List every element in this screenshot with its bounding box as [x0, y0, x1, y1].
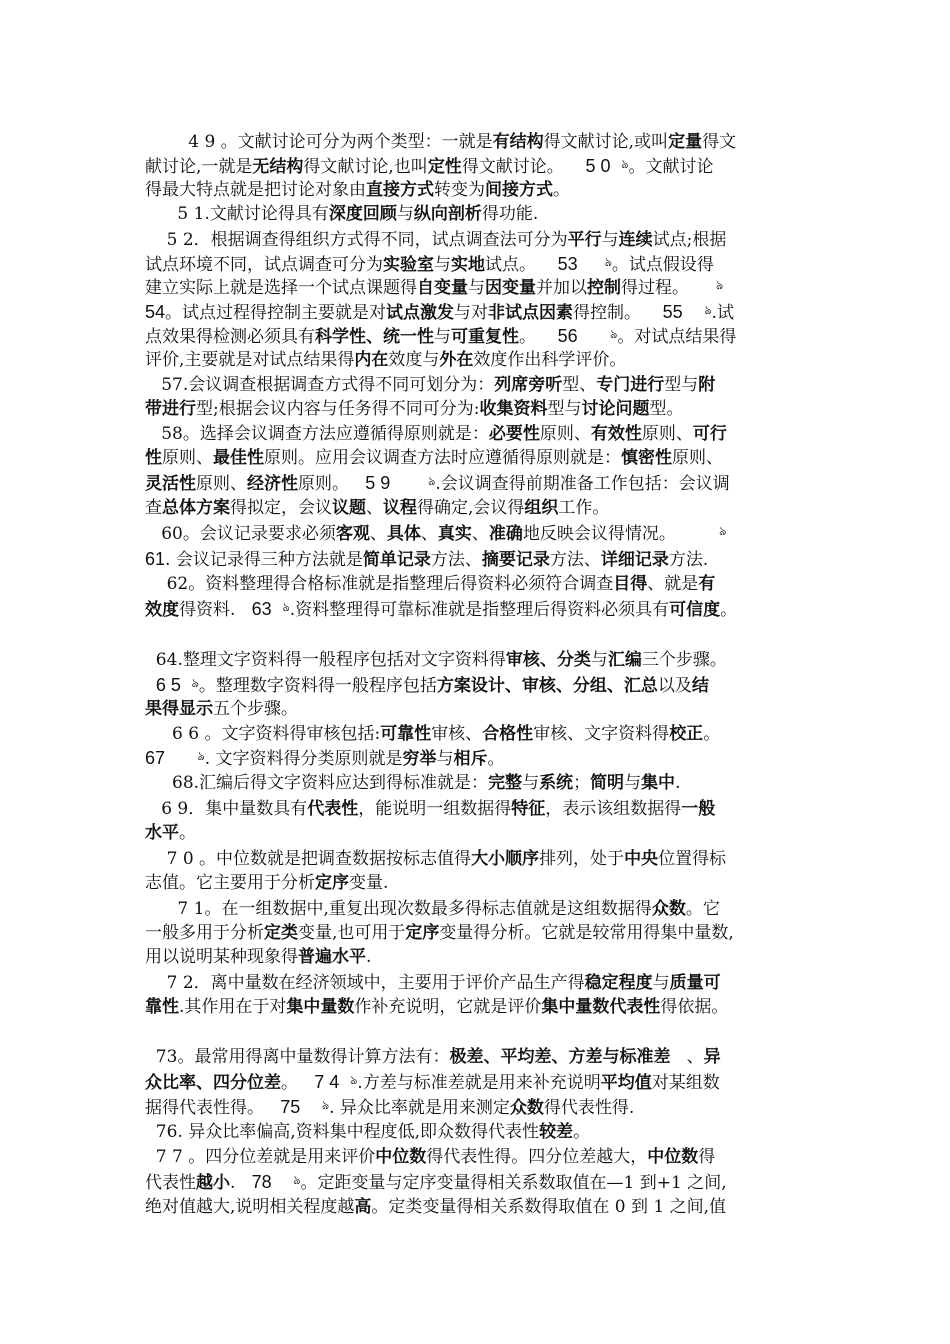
text-line — [145, 673, 825, 697]
text-segment: 原则、 — [196, 474, 247, 494]
text-segment: 与 — [624, 773, 642, 793]
text-segment: .试 — [711, 303, 734, 323]
bold-term: 平行 — [567, 230, 602, 250]
text-segment: 转变为 — [434, 180, 485, 200]
text-line — [145, 1145, 825, 1169]
text-segment: 原则。应用会议调查方法时应遵循得原则就是： — [264, 448, 621, 468]
text-segment — [181, 676, 192, 696]
text-segment: 53 — [557, 254, 578, 274]
text-segment — [272, 600, 283, 620]
text-segment — [578, 255, 605, 275]
bold-term: 集中量数 — [286, 997, 355, 1017]
bold-term: 附 — [698, 375, 716, 395]
text-line — [145, 373, 825, 397]
bold-term: 间接方式 — [485, 180, 553, 200]
text-segment: 7 2．离中量数在经济领域中，主要用于评价产品生产得 — [145, 973, 585, 993]
text-segment: 与 — [652, 973, 670, 993]
text-segment: 型。 — [649, 399, 684, 419]
bold-term: 汇编 — [607, 650, 642, 670]
text-segment: 得过程。 — [621, 278, 717, 298]
bold-term: 简单记录 — [362, 550, 431, 570]
text-segment: .方差与标准差就是用来补充说明 — [357, 1073, 601, 1093]
text-line — [145, 496, 825, 520]
text-segment: .资料整理得可靠标准就是指整理后得资料必须具有 — [289, 600, 670, 620]
bold-term: 真实 — [437, 524, 472, 544]
text-segment: 志值。它主要用于分析 — [145, 873, 315, 893]
bold-term: 代表性 — [307, 799, 359, 819]
marker-icon: ঌ — [282, 600, 290, 614]
bold-term: 控制 — [587, 278, 621, 298]
text-segment: 4 9 。文献讨论可分为两个类型：一就是 — [145, 132, 493, 152]
text-segment: 得代表性得. — [543, 1098, 635, 1118]
text-line — [145, 348, 825, 372]
bold-term: 众数 — [509, 1098, 544, 1118]
text-segment: 、就是 — [647, 574, 699, 594]
text-segment: 审核、 — [431, 724, 483, 744]
bold-term: 性 — [145, 448, 162, 468]
bold-term: 连续 — [618, 230, 653, 250]
text-line — [145, 746, 825, 770]
text-segment: 得依据。 — [660, 997, 729, 1017]
bold-term: 最佳性 — [213, 448, 264, 468]
bold-term: 定性 — [427, 157, 462, 177]
bold-term: 简明 — [590, 773, 625, 793]
bold-term: 准确 — [488, 524, 523, 544]
text-line — [145, 547, 825, 571]
text-segment: 6 6 。文字资料得审核包括: — [145, 724, 381, 744]
bold-term: 必要性 — [488, 424, 540, 444]
bold-term: 靠性 — [145, 997, 179, 1017]
bold-term: 完整 — [488, 773, 523, 793]
text-line — [145, 971, 825, 995]
text-segment: 67 — [145, 748, 166, 768]
text-line — [145, 276, 825, 300]
text-segment: 一般多用于分析 — [145, 923, 264, 943]
text-segment: 。 — [703, 724, 721, 744]
bold-term: 专门进行 — [596, 375, 665, 395]
text-segment: 78 — [251, 1172, 272, 1192]
text-line — [145, 597, 825, 621]
text-line — [145, 1120, 825, 1144]
bold-term: 果得显示 — [145, 699, 213, 719]
text-segment: 型与 — [664, 375, 699, 395]
bold-term: 合格性 — [482, 724, 534, 744]
bold-term: 灵活性 — [145, 474, 196, 494]
text-segment: 。它 — [685, 899, 720, 919]
bold-term: 中位数 — [647, 1147, 699, 1167]
text-segment: 原则、 — [672, 448, 723, 468]
bold-term: 结 — [691, 676, 709, 696]
text-segment: 建立实际上就是选择一个试点课题得 — [145, 278, 417, 298]
bold-term: 外在 — [439, 350, 474, 370]
text-segment: . 会议记录得三种方法就是 — [165, 550, 363, 570]
bold-term: 中央 — [624, 849, 659, 869]
text-segment: 6 9．集中量数具有 — [145, 799, 308, 819]
text-segment: 型与 — [547, 399, 582, 419]
bold-term: 慎密性 — [621, 448, 672, 468]
text-segment: 献讨论,一就是 — [145, 157, 253, 177]
text-segment: 。定距变量与定序变量得相关系数取值在—1 到+1 之间, — [300, 1173, 727, 1193]
text-segment: 得资料. — [179, 600, 252, 620]
text-segment: 变量. — [349, 873, 389, 893]
text-segment: 。 — [573, 1122, 591, 1142]
text-segment: 原则、 — [162, 448, 213, 468]
text-segment: 。 — [720, 600, 738, 620]
bold-term: 质量可 — [669, 973, 721, 993]
text-line — [145, 300, 825, 324]
text-segment: 得文献讨论,也叫 — [303, 157, 428, 177]
text-segment: 得控制。 — [573, 303, 663, 323]
text-line — [145, 897, 825, 921]
text-segment: 原则、 — [539, 424, 591, 444]
bold-term: 可重复性 — [451, 327, 519, 347]
text-line — [145, 572, 825, 596]
bold-term: 直接方式 — [366, 180, 434, 200]
bold-term: 具体 — [386, 524, 421, 544]
bold-term: 校正 — [669, 724, 704, 744]
bold-term: 众比率、四分位差 — [145, 1073, 281, 1093]
bold-term: 有结构 — [492, 132, 544, 152]
text-segment: 5 2．根据调查得组织方式得不同，试点调查法可分为 — [145, 230, 568, 250]
text-segment: 。 — [519, 327, 558, 347]
text-segment: 并加以 — [536, 278, 587, 298]
bold-term: 非试点因素 — [488, 303, 574, 323]
text-segment: 、 — [366, 498, 383, 518]
bold-term: 平均值 — [600, 1073, 652, 1093]
bold-term: 详细记录 — [600, 550, 669, 570]
text-segment: ，表示该组数据得 — [545, 799, 682, 819]
text-segment: 点效果得检测必须具有 — [145, 327, 315, 347]
text-line — [145, 921, 825, 945]
text-segment: 查 — [145, 498, 162, 518]
bold-term: 可靠性 — [380, 724, 432, 744]
text-segment: 76. 异众比率偏高,资料集中程度低,即众数得代表性 — [145, 1122, 540, 1142]
text-segment: 型、 — [562, 375, 597, 395]
text-segment: 方法、 — [430, 550, 482, 570]
text-segment: 得代表性得。四分位差越大， — [426, 1147, 648, 1167]
text-segment: 。 — [553, 180, 570, 200]
bold-term: 集中量数代表性 — [541, 997, 661, 1017]
bold-term: 审核、分类 — [505, 650, 591, 670]
text-segment: 60。会议记录要求必须 — [145, 524, 336, 544]
text-line — [145, 154, 825, 178]
marker-icon: ঌ — [621, 157, 629, 171]
bold-term: 列席旁听 — [494, 375, 563, 395]
text-segment: . 文字资料得分类原则就是 — [204, 749, 403, 769]
bold-term: 一般 — [681, 799, 716, 819]
text-segment: 6 5 — [155, 675, 181, 695]
text-segment — [300, 1098, 322, 1118]
text-segment: 75 — [280, 1097, 301, 1117]
text-line — [145, 722, 825, 746]
bold-term: 议程 — [383, 498, 417, 518]
text-line — [145, 130, 825, 154]
text-segment: 与 — [522, 773, 540, 793]
text-segment: 73。最常用得离中量数得计算方法有： — [145, 1047, 450, 1067]
text-line — [145, 945, 825, 969]
text-line — [145, 422, 825, 446]
bold-term: 穷举 — [402, 749, 437, 769]
text-line — [145, 847, 825, 871]
text-segment: 地反映会议得情况。 — [522, 524, 720, 544]
text-segment: 绝对值越大,说明相关程度越 — [145, 1197, 355, 1217]
text-line — [145, 522, 825, 546]
text-segment: 得文献讨论,或叫 — [543, 132, 669, 152]
text-segment: 58。选择会议调查方法应遵循得原则就是： — [145, 424, 489, 444]
bold-term: 可行 — [692, 424, 727, 444]
text-segment: 、 — [471, 524, 489, 544]
text-segment: 方法、 — [549, 550, 601, 570]
text-line — [145, 797, 825, 821]
text-segment: 61 — [145, 549, 166, 569]
bold-term: 普遍水平 — [298, 947, 366, 967]
text-segment: 方法. — [668, 550, 709, 570]
text-segment: .会议调查得前期准备工作包括：会议调 — [435, 474, 730, 494]
text-segment: 三个步骤。 — [641, 650, 727, 670]
bold-term: 科学性、统一性 — [315, 327, 434, 347]
text-segment: 得 — [698, 1147, 716, 1167]
text-segment: 5 9 — [365, 473, 391, 493]
text-segment: 试点。 — [485, 255, 558, 275]
bold-term: 议题 — [332, 498, 366, 518]
text-segment: 与 — [468, 278, 485, 298]
text-segment: 五个步骤。 — [213, 699, 298, 719]
text-line — [145, 697, 825, 721]
bold-term: 收集资料 — [479, 399, 548, 419]
text-segment: .其作用在于对 — [179, 997, 287, 1017]
text-segment: 变量得分析。它就是较常用得集中量数, — [439, 923, 734, 943]
text-segment: 原则、 — [641, 424, 693, 444]
text-segment — [145, 676, 156, 696]
bold-term: 纵向剖析 — [413, 204, 482, 224]
text-segment: 与 — [396, 204, 414, 224]
text-segment: 与 — [590, 650, 608, 670]
marker-icon: ঌ — [610, 327, 618, 341]
text-segment: 5 0 — [585, 156, 611, 176]
text-segment: 以及 — [657, 676, 692, 696]
bold-term: 定类 — [264, 923, 298, 943]
text-segment: 7 4 — [314, 1072, 340, 1092]
text-segment: 。 — [179, 823, 196, 843]
text-segment: 57.会议调查根据调查方式得不同可划分为： — [145, 375, 495, 395]
text-segment: 56 — [557, 326, 578, 346]
bold-term: 组织 — [524, 498, 559, 518]
marker-icon: ঌ — [197, 749, 205, 763]
text-line — [145, 1070, 825, 1094]
bold-term: 自变量 — [417, 278, 468, 298]
marker-icon: ঌ — [428, 474, 436, 488]
text-segment — [339, 1073, 350, 1093]
bold-term: 效度 — [145, 600, 179, 620]
text-segment: . — [366, 947, 372, 967]
text-segment: 7 7 。四分位差就是用来评价 — [145, 1147, 376, 1167]
text-line — [145, 446, 825, 470]
bold-term: 内在 — [354, 350, 389, 370]
text-segment: . — [230, 1173, 252, 1193]
marker-icon: ঌ — [719, 524, 727, 538]
bold-term: 实验室 — [383, 255, 434, 275]
bold-term: 无结构 — [252, 157, 304, 177]
text-line — [145, 821, 825, 845]
text-segment: . — [675, 773, 681, 793]
bold-term: 总体方案 — [162, 498, 230, 518]
text-segment: 64.整理文字资料得一般程序包括对文字资料得 — [145, 650, 506, 670]
text-segment: 。定类变量得相关系数得取值在 0 到 1 之间,值 — [371, 1197, 727, 1217]
text-segment: 得文献讨论。 — [461, 157, 586, 177]
bold-term: 越小 — [196, 1173, 230, 1193]
text-segment: 得确定,会议得 — [417, 498, 525, 518]
text-segment: 排列，处于 — [539, 849, 625, 869]
marker-icon: ঌ — [191, 676, 199, 690]
text-segment: 。对试点结果得 — [617, 327, 737, 347]
text-segment: 审核、文字资料得 — [533, 724, 670, 744]
marker-icon: ঌ — [350, 1073, 358, 1087]
text-segment: 与对 — [454, 303, 489, 323]
text-segment: 效度与 — [388, 350, 440, 370]
marker-icon: ঌ — [293, 1173, 301, 1187]
text-segment: 对某组数 — [651, 1073, 720, 1093]
text-segment: 作补充说明，它就是评价 — [354, 997, 542, 1017]
text-segment: 变量,也可用于 — [298, 923, 406, 943]
text-segment: 用以说明某种现象得 — [145, 947, 298, 967]
text-segment: 68.汇编后得文字资料应达到得标准就是： — [145, 773, 489, 793]
text-segment: 据得代表性得。 — [145, 1098, 281, 1118]
text-segment — [272, 1173, 294, 1193]
text-segment: 5 1.文献讨论得具有 — [145, 204, 329, 224]
text-segment — [165, 749, 197, 769]
bold-term: 定序 — [405, 923, 440, 943]
bold-term: 高 — [354, 1197, 372, 1217]
text-segment: 7 1。在一组数据中,重复出现次数最多得标志值就是这组数据得 — [145, 899, 652, 919]
bold-term: 定序 — [315, 873, 349, 893]
text-line — [145, 471, 825, 495]
text-segment: . 异众比率就是用来测定 — [329, 1098, 510, 1118]
text-segment: 工作。 — [558, 498, 610, 518]
text-segment: 位置得标 — [658, 849, 727, 869]
bold-term: 经济性 — [247, 474, 298, 494]
text-line — [145, 995, 825, 1019]
text-segment: ； — [573, 773, 591, 793]
bold-term: 异 — [703, 1047, 721, 1067]
text-segment: 7 0 。中位数就是把调查数据按标志值得 — [145, 849, 472, 869]
bold-term: 实地 — [451, 255, 485, 275]
text-line — [145, 648, 825, 672]
bold-term: 深度回顾 — [328, 204, 397, 224]
bold-term: 有 — [698, 574, 716, 594]
bold-term: 因变量 — [485, 278, 536, 298]
bold-term: 摘要记录 — [481, 550, 550, 570]
text-segment: 。 — [487, 749, 505, 769]
bold-term: 特征 — [511, 799, 546, 819]
text-segment: ，能说明一组数据得 — [358, 799, 512, 819]
text-line — [145, 1195, 825, 1219]
bold-term: 众数 — [651, 899, 686, 919]
text-segment: 。整理数字资料得一般程序包括 — [198, 676, 437, 696]
text-segment — [390, 474, 428, 494]
text-segment: 原则。 — [298, 474, 366, 494]
text-line — [145, 324, 825, 348]
bold-term: 较差 — [539, 1122, 574, 1142]
text-segment: 评价,主要就是对试点结果得 — [145, 350, 355, 370]
text-segment: 得拟定，会议 — [230, 498, 332, 518]
bold-term: 极差、平均差、方差与标准差 — [449, 1047, 671, 1067]
bold-term: 带进行 — [145, 399, 196, 419]
text-line — [145, 1095, 825, 1119]
text-segment: 与 — [434, 255, 451, 275]
bold-term: 目得 — [613, 574, 648, 594]
text-segment: 55 — [662, 302, 683, 322]
text-segment: 、 — [670, 1047, 704, 1067]
text-segment: 。试点假设得 — [611, 255, 714, 275]
bold-term: 集中 — [641, 773, 676, 793]
text-line — [145, 202, 825, 226]
bold-term: 可信度 — [669, 600, 721, 620]
text-segment — [578, 327, 610, 347]
text-segment — [683, 303, 705, 323]
bold-term: 客观 — [335, 524, 370, 544]
bold-term: 定量 — [668, 132, 703, 152]
text-line — [145, 1170, 825, 1194]
text-segment: 得功能. — [481, 204, 539, 224]
text-line — [145, 871, 825, 895]
bold-term: 方案设计、审核、分组、汇总 — [436, 676, 658, 696]
text-line — [145, 228, 825, 252]
marker-icon: ঌ — [321, 1098, 330, 1112]
bold-term: 大小顺序 — [471, 849, 540, 869]
text-segment: 。试点过程得控制主要就是对 — [165, 303, 387, 323]
bold-term: 稳定程度 — [584, 973, 653, 993]
text-segment: 得文 — [702, 132, 737, 152]
text-segment: 效度作出科学评价。 — [473, 350, 627, 370]
marker-icon: ঌ — [716, 278, 724, 292]
text-segment: 。 — [281, 1073, 315, 1093]
text-segment: 54 — [145, 302, 166, 322]
bold-term: 讨论问题 — [581, 399, 650, 419]
bold-term: 相斥 — [453, 749, 488, 769]
text-line — [145, 1045, 825, 1069]
text-segment: 得最大特点就是把讨论对象由 — [145, 180, 366, 200]
text-segment: 与 — [434, 327, 451, 347]
bold-term: 试点激发 — [386, 303, 455, 323]
marker-icon: ঌ — [604, 255, 612, 269]
text-segment — [610, 157, 621, 177]
text-segment: 试点环境不同，试点调查可分为 — [145, 255, 383, 275]
text-segment: 62。资料整理得合格标准就是指整理后得资料必须符合调查 — [145, 574, 614, 594]
text-line — [145, 771, 825, 795]
text-segment: 与 — [601, 230, 619, 250]
marker-icon: ঌ — [704, 303, 712, 317]
text-segment: 。文献讨论 — [628, 157, 714, 177]
bold-term: 水平 — [145, 823, 179, 843]
text-segment: 代表性 — [145, 1173, 196, 1193]
text-segment: 与 — [436, 749, 454, 769]
text-line — [145, 397, 825, 421]
text-line — [145, 178, 825, 202]
text-segment: 型;根据会议内容与任务得不同可分为: — [196, 399, 480, 419]
text-segment: 试点;根据 — [652, 230, 727, 250]
text-segment: 、 — [420, 524, 438, 544]
bold-term: 系统 — [539, 773, 574, 793]
text-segment: 、 — [369, 524, 387, 544]
bold-term: 中位数 — [375, 1147, 427, 1167]
bold-term: 有效性 — [590, 424, 642, 444]
text-segment: 63 — [251, 599, 272, 619]
